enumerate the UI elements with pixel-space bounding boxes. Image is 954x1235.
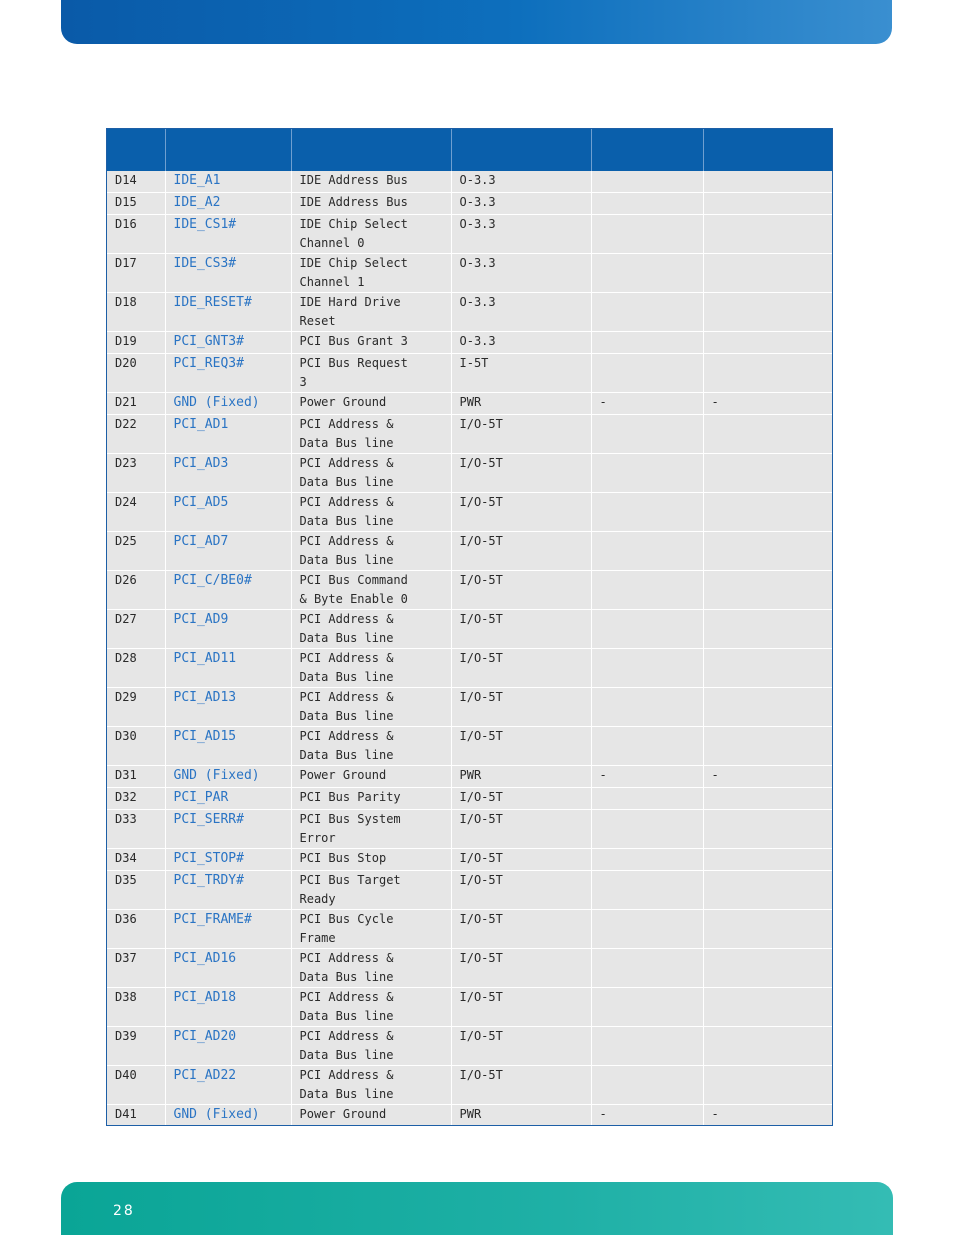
signal-cell: PCI_SERR# [165, 810, 291, 849]
pin-cell: D16 [107, 215, 165, 254]
column-5-cell [591, 454, 703, 493]
signal-cell: PCI_AD13 [165, 688, 291, 727]
pin-cell: D14 [107, 171, 165, 193]
table-row [107, 293, 832, 332]
pin-cell: D19 [107, 332, 165, 354]
pin-cell: D23 [107, 454, 165, 493]
column-6-cell [703, 610, 832, 649]
description-cell: PCI Address & Data Bus line [291, 532, 451, 571]
header-cell-6 [703, 129, 832, 171]
table-row [107, 788, 832, 810]
column-5-cell [591, 415, 703, 454]
column-6-cell [703, 788, 832, 810]
description-cell: PCI Address & Data Bus line [291, 1066, 451, 1105]
column-6-cell [703, 532, 832, 571]
signal-cell: GND (Fixed) [165, 1105, 291, 1127]
type-cell: O-3.3 [451, 215, 591, 254]
column-6-cell: - [703, 1105, 832, 1127]
type-cell: I/O-5T [451, 493, 591, 532]
pin-cell: D40 [107, 1066, 165, 1105]
type-cell: O-3.3 [451, 254, 591, 293]
description-cell: PCI Bus System Error [291, 810, 451, 849]
column-5-cell [591, 1066, 703, 1105]
signal-cell: IDE_CS1# [165, 215, 291, 254]
pin-cell: D36 [107, 910, 165, 949]
table-row [107, 415, 832, 454]
table-row [107, 532, 832, 571]
column-5-cell [591, 810, 703, 849]
signal-cell: PCI_PAR [165, 788, 291, 810]
table-row [107, 571, 832, 610]
pin-cell: D32 [107, 788, 165, 810]
column-5-cell [591, 871, 703, 910]
signal-cell: PCI_AD1 [165, 415, 291, 454]
top-banner [61, 0, 892, 44]
table-row [107, 688, 832, 727]
column-6-cell [703, 1027, 832, 1066]
signal-cell: PCI_C/BE0# [165, 571, 291, 610]
pinout-table [107, 129, 832, 1126]
description-cell: PCI Address & Data Bus line [291, 688, 451, 727]
table-row [107, 215, 832, 254]
description-cell: IDE Hard Drive Reset [291, 293, 451, 332]
column-6-cell [703, 810, 832, 849]
pin-cell: D22 [107, 415, 165, 454]
type-cell: I/O-5T [451, 610, 591, 649]
description-cell: PCI Address & Data Bus line [291, 988, 451, 1027]
column-5-cell [591, 688, 703, 727]
column-6-cell [703, 254, 832, 293]
pin-cell: D35 [107, 871, 165, 910]
column-5-cell [591, 254, 703, 293]
column-6-cell [703, 849, 832, 871]
column-5-cell [591, 610, 703, 649]
signal-cell: PCI_AD15 [165, 727, 291, 766]
description-cell: IDE Address Bus [291, 193, 451, 215]
table-row [107, 766, 832, 788]
description-cell: PCI Address & Data Bus line [291, 610, 451, 649]
type-cell: I/O-5T [451, 454, 591, 493]
signal-cell: PCI_AD7 [165, 532, 291, 571]
column-5-cell [591, 649, 703, 688]
header-cell-3 [291, 129, 451, 171]
signal-cell: PCI_AD11 [165, 649, 291, 688]
column-5-cell [591, 332, 703, 354]
pin-cell: D26 [107, 571, 165, 610]
column-5-cell: - [591, 1105, 703, 1127]
description-cell: Power Ground [291, 393, 451, 415]
column-6-cell [703, 688, 832, 727]
type-cell: I/O-5T [451, 532, 591, 571]
pin-cell: D41 [107, 1105, 165, 1127]
bottom-banner [61, 1182, 893, 1235]
type-cell: PWR [451, 1105, 591, 1127]
signal-cell: PCI_AD5 [165, 493, 291, 532]
column-6-cell [703, 332, 832, 354]
description-cell: PCI Address & Data Bus line [291, 493, 451, 532]
pin-cell: D17 [107, 254, 165, 293]
table-row [107, 171, 832, 193]
column-6-cell [703, 415, 832, 454]
table-row [107, 871, 832, 910]
signal-cell: PCI_FRAME# [165, 910, 291, 949]
description-cell: PCI Bus Cycle Frame [291, 910, 451, 949]
table-row [107, 1105, 832, 1127]
signal-cell: PCI_REQ3# [165, 354, 291, 393]
type-cell: O-3.3 [451, 171, 591, 193]
column-6-cell: - [703, 766, 832, 788]
description-cell: PCI Address & Data Bus line [291, 727, 451, 766]
signal-cell: PCI_AD22 [165, 1066, 291, 1105]
header-cell-5 [591, 129, 703, 171]
signal-cell: PCI_AD9 [165, 610, 291, 649]
signal-cell: GND (Fixed) [165, 393, 291, 415]
description-cell: PCI Address & Data Bus line [291, 949, 451, 988]
description-cell: PCI Bus Parity [291, 788, 451, 810]
signal-cell: IDE_CS3# [165, 254, 291, 293]
column-5-cell [591, 988, 703, 1027]
type-cell: PWR [451, 766, 591, 788]
table-row [107, 988, 832, 1027]
column-6-cell [703, 293, 832, 332]
type-cell: PWR [451, 393, 591, 415]
signal-cell: IDE_A2 [165, 193, 291, 215]
signal-cell: PCI_AD20 [165, 1027, 291, 1066]
type-cell: I/O-5T [451, 688, 591, 727]
column-5-cell [591, 354, 703, 393]
column-6-cell: - [703, 393, 832, 415]
description-cell: PCI Bus Stop [291, 849, 451, 871]
column-5-cell [591, 571, 703, 610]
signal-cell: IDE_A1 [165, 171, 291, 193]
column-6-cell [703, 1066, 832, 1105]
description-cell: PCI Address & Data Bus line [291, 649, 451, 688]
signal-cell: IDE_RESET# [165, 293, 291, 332]
table-row [107, 193, 832, 215]
header-cell-2 [165, 129, 291, 171]
table-row [107, 910, 832, 949]
column-5-cell: - [591, 766, 703, 788]
table-row [107, 849, 832, 871]
column-6-cell [703, 871, 832, 910]
description-cell: IDE Address Bus [291, 171, 451, 193]
column-6-cell [703, 949, 832, 988]
pin-cell: D30 [107, 727, 165, 766]
column-6-cell [703, 193, 832, 215]
table-header-row [107, 129, 832, 171]
table-row [107, 610, 832, 649]
type-cell: I/O-5T [451, 727, 591, 766]
signal-cell: PCI_AD16 [165, 949, 291, 988]
column-6-cell [703, 727, 832, 766]
pin-cell: D18 [107, 293, 165, 332]
column-5-cell [591, 910, 703, 949]
signal-cell: PCI_GNT3# [165, 332, 291, 354]
type-cell: I/O-5T [451, 871, 591, 910]
description-cell: IDE Chip Select Channel 1 [291, 254, 451, 293]
table-row [107, 354, 832, 393]
table-row [107, 949, 832, 988]
description-cell: PCI Bus Grant 3 [291, 332, 451, 354]
type-cell: I/O-5T [451, 849, 591, 871]
column-5-cell [591, 193, 703, 215]
type-cell: I/O-5T [451, 949, 591, 988]
column-5-cell [591, 849, 703, 871]
pin-cell: D25 [107, 532, 165, 571]
signal-cell: PCI_AD18 [165, 988, 291, 1027]
pin-cell: D24 [107, 493, 165, 532]
column-6-cell [703, 649, 832, 688]
pin-cell: D27 [107, 610, 165, 649]
header-cell-4 [451, 129, 591, 171]
type-cell: O-3.3 [451, 332, 591, 354]
signal-cell: PCI_TRDY# [165, 871, 291, 910]
pin-cell: D37 [107, 949, 165, 988]
table-row [107, 810, 832, 849]
type-cell: I/O-5T [451, 415, 591, 454]
table-row [107, 254, 832, 293]
pin-cell: D28 [107, 649, 165, 688]
page-number: 28 [113, 1203, 135, 1219]
pin-cell: D29 [107, 688, 165, 727]
pin-cell: D15 [107, 193, 165, 215]
column-6-cell [703, 988, 832, 1027]
table-row [107, 332, 832, 354]
type-cell: O-3.3 [451, 293, 591, 332]
column-5-cell [591, 1027, 703, 1066]
column-5-cell [591, 788, 703, 810]
type-cell: I-5T [451, 354, 591, 393]
pinout-table-container [106, 128, 833, 1126]
pin-cell: D38 [107, 988, 165, 1027]
pin-cell: D21 [107, 393, 165, 415]
column-5-cell [591, 727, 703, 766]
signal-cell: PCI_STOP# [165, 849, 291, 871]
column-6-cell [703, 910, 832, 949]
signal-cell: PCI_AD3 [165, 454, 291, 493]
column-6-cell [703, 571, 832, 610]
description-cell: PCI Address & Data Bus line [291, 1027, 451, 1066]
table-row [107, 393, 832, 415]
type-cell: I/O-5T [451, 810, 591, 849]
column-6-cell [703, 215, 832, 254]
description-cell: PCI Bus Command & Byte Enable 0 [291, 571, 451, 610]
type-cell: I/O-5T [451, 988, 591, 1027]
pin-cell: D34 [107, 849, 165, 871]
table-row [107, 1027, 832, 1066]
signal-cell: GND (Fixed) [165, 766, 291, 788]
type-cell: O-3.3 [451, 193, 591, 215]
description-cell: IDE Chip Select Channel 0 [291, 215, 451, 254]
type-cell: I/O-5T [451, 1066, 591, 1105]
table-row [107, 649, 832, 688]
table-row [107, 727, 832, 766]
description-cell: Power Ground [291, 766, 451, 788]
pin-cell: D31 [107, 766, 165, 788]
column-5-cell [591, 949, 703, 988]
column-5-cell [591, 215, 703, 254]
type-cell: I/O-5T [451, 788, 591, 810]
pin-cell: D20 [107, 354, 165, 393]
type-cell: I/O-5T [451, 649, 591, 688]
table-body [107, 171, 832, 1126]
column-5-cell: - [591, 393, 703, 415]
description-cell: Power Ground [291, 1105, 451, 1127]
column-6-cell [703, 454, 832, 493]
type-cell: I/O-5T [451, 571, 591, 610]
type-cell: I/O-5T [451, 910, 591, 949]
header-cell-1 [107, 129, 165, 171]
column-5-cell [591, 493, 703, 532]
column-6-cell [703, 171, 832, 193]
table-row [107, 1066, 832, 1105]
column-5-cell [591, 293, 703, 332]
type-cell: I/O-5T [451, 1027, 591, 1066]
description-cell: PCI Bus Request 3 [291, 354, 451, 393]
table-row [107, 493, 832, 532]
description-cell: PCI Address & Data Bus line [291, 415, 451, 454]
table-row [107, 454, 832, 493]
column-6-cell [703, 354, 832, 393]
column-5-cell [591, 171, 703, 193]
description-cell: PCI Bus Target Ready [291, 871, 451, 910]
column-6-cell [703, 493, 832, 532]
pin-cell: D39 [107, 1027, 165, 1066]
pin-cell: D33 [107, 810, 165, 849]
description-cell: PCI Address & Data Bus line [291, 454, 451, 493]
column-5-cell [591, 532, 703, 571]
